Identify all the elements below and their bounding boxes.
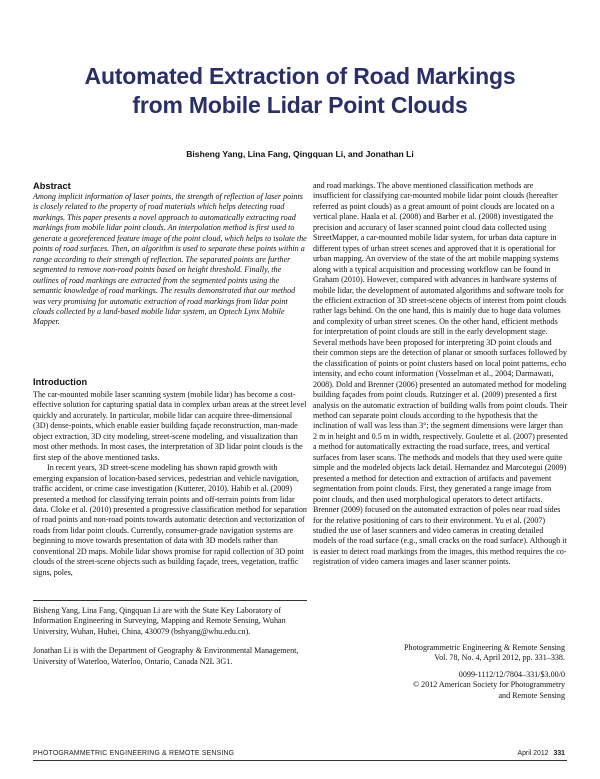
right-column-paragraph: and road markings. The above mentioned classification methods are insufficient for classifying car-mounted mobile lidar point clouds (hereafter referred as point clouds) as a great amount of point clouds are located on a vertical plane. Haala et al. (2008) and Barber et al. (2008) investigated the precision and accuracy of laser scanned point cloud data collected using StreetMapper, a car-mounted mobile lidar system, for urban data capture in different types of urban street scenes and approved that it is operational for urban mapping. An overview of the state of the art mobile mapping systems along with a typical acquisition and processing workflow can be found in Graham (2010). However, compared with advances in hardware systems of mobile lidar, the development of automated algorithms and software tools for the efficient extraction of 3D street-scene objects of interest from point clouds rather lags behind. On the one hand, this is mainly due to huge data volumes and complexity of urban street scenes. On the other hand, efficient methods for interpretation of point clouds are still in the early development stage. Several methods have been proposed for interpreting 3D point clouds and their common steps are the detection of planar or smooth surfaces followed by the classification of points or point clusters based on local point patterns, echo intensity, and echo count information (Vosselman et al., 2004; Darmawati, 2008). Dold and Brenner (2006) presented an automated method for modeling building façades from point clouds. Rutzinger et al. (2009) presented a first analysis on the automatic extraction of building walls from point clouds. Their method can separate point clouds according to the hypothesis that the inclination of wall was less than 3°; the segment dimensions were larger than 2 m in height and 0.5 m in width, respectively. Goulette et al. (2007) presented a method for automatically extracting the road surface, trees, and vertical surfaces from laser scans. The methods and models that they used were quite simple and the modeled objects lack detail. Hernandez and Marcotegui (2009) presented a method for detection and extraction of artifacts and pavement segmentation from point clouds. First, they generated a range image from point clouds, and then used morphological operators to detect artifacts. Brenner (2009) focused on the automated extraction of poles near road sides for the relative positioning of cars to their environment. Yu et al. (2007) studied the use of laser scanners and video cameras in creating detailed models of the road surface (e.g., small cracks on the road surface). Although it is easier to detect road markings from the images, this method requires the co-registration of video camera images and laser scanner points.: [313, 181, 568, 567]
abstract-heading: Abstract: [33, 181, 71, 191]
page-number: 331: [553, 750, 565, 757]
introduction-heading: Introduction: [33, 377, 88, 387]
journal-name: Photogrammetric Engineering & Remote Sensing: [404, 643, 565, 652]
title-line-2: from Mobile Lidar Point Clouds: [132, 92, 468, 118]
running-footer-right: [517, 750, 565, 757]
author-list: Bisheng Yang, Lina Fang, Qingquan Li, and Jonathan Li: [186, 149, 414, 159]
footer-rule: [33, 760, 567, 761]
abstract-paragraph: Among implicit information of laser points, the strength of reflection of laser points is closely related to the property of road materials which helps detecting road markings. This paper presents a novel approach to automatically extracting road markings from mobile lidar point clouds. An interpolation method is first used to generate a georeferenced feature image of the point cloud, which helps to isolate the points of road surfaces. Then, an algorithm is used to separate these points within a range according to their strength of reflection. The separated points are further segmented to remove non-road points based on height threshold. Finally, the outlines of road markings are extracted from the segmented points using the semantic knowledge of road markings. The results demonstrated that our method was very promising for automatic extraction of road markings from lidar point clouds collected by a land-based mobile lidar system, an Optech Lynx Mobile Mapper.: [33, 192, 307, 327]
footnote-rule: [33, 600, 307, 601]
introduction-left-column: [33, 390, 307, 578]
right-column-text: [313, 181, 568, 568]
issn: 0099-1112/12/7804–331/$3.00/0: [458, 669, 565, 679]
affiliation-1: Bisheng Yang, Lina Fang, Qingquan Li are with the State Key Laboratory of Information Engineering in Surveying, Mapping and Remote Sensing, Wuhan University, Wuhan, Hubei, China, 430079 (bshyang@whu.edu.cn).: [33, 606, 286, 636]
journal-citation: [365, 643, 565, 664]
affiliation-2: Jonathan Li is with the Department of Geography & Environmental Management, University of Waterloo, Waterloo, Ontario, Canada N2L 3G1.: [33, 646, 299, 666]
footer-date: April 2012: [517, 750, 549, 757]
publication-info: [365, 643, 565, 707]
affiliations: [33, 606, 307, 676]
copyright-block: [365, 670, 565, 701]
copyright-line-2: and Remote Sensing: [498, 690, 565, 700]
intro-paragraph-1: The car-mounted mobile laser scanning system (mobile lidar) has become a cost-effective solution for capturing spatial data in complex urban areas at the street level quickly and accurately. In particular, mobile lidar can acquire three-dimensional (3D) dense-points, which enable easier building façade reconstruction, man-made object extraction, 3D city modeling, street-scene modeling, and visualization than most other methods. In most cases, the interpretation of 3D lidar point clouds is the first step of the above mentioned tasks.: [33, 390, 307, 462]
running-footer-journal: PHOTOGRAMMETRIC ENGINEERING & REMOTE SENSING: [33, 750, 235, 757]
copyright-line-1: © 2012 American Society for Photogrammetry: [412, 680, 565, 690]
title-line-1: Automated Extraction of Road Markings: [84, 63, 516, 89]
intro-paragraph-2: In recent years, 3D street-scene modeling has shown rapid growth with emerging expansion of location-based services, pedestrian and vehicle navigation, traffic accident, or crime case investigation (Kutterer, 2010). Habib et al. (2009) presented a method for classifying terrain points and off-terrain points from lidar data. Cloke et al. (2010) presented a progressive classification method for separation of road points and non-road points towards automatic detection and vectorization of roads from lidar point clouds. Currently, consumer-grade navigation systems are beginning to move towards presentation of data with 3D models rather than conventional 2D maps. Mobile lidar shows promise for rapid collection of 3D point clouds of the street-scene objects such as building façade, trees, vegetation, traffic signs, poles,: [33, 463, 307, 577]
abstract-text: [33, 192, 307, 328]
journal-volume: Vol. 78, No. 4, April 2012, pp. 331–338.: [434, 653, 565, 663]
